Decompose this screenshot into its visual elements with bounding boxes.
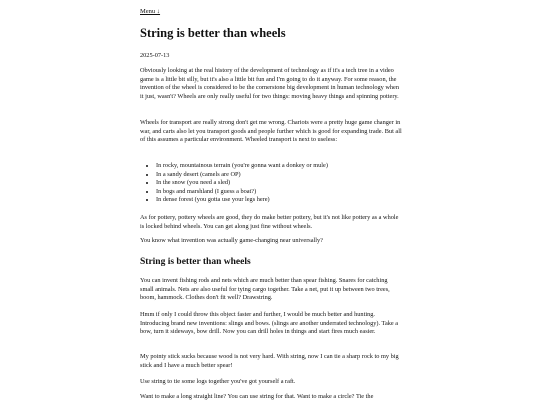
list-item: • In the snow (you need a sled) (156, 179, 418, 188)
paragraph-raft: Use string to tie some logs together you've got yourself a raft. (140, 378, 296, 385)
paragraph-pottery: As for pottery, pottery wheels are good, they do make better pottery, but it's not like pottery as a whole is locked behind wheels. You can get along just fine without wheels. (140, 214, 399, 230)
list-item: • In bogs and marshland (I guess a boat?) (156, 188, 418, 197)
paragraph-spear: My pointy stick sucks because wood is not very hard. With string, now I can tie a sharp rock to my big stick and I have a much better spear! (140, 353, 399, 369)
paragraph-transport: Wheels for transport are really strong don't get me wrong. Chariots were a pretty huge game changer in war, and carts also let you transport goods and people further which is good for expanding trade. But all of this assumes a particular environment. Wheeled transport is next to useless: (140, 119, 402, 143)
section-heading: String is better than wheels (140, 257, 251, 267)
list-item: • In rocky, mountainous terrain (you're gonna want a donkey or mule) (156, 162, 418, 171)
paragraph-intro: Obviously looking at the real history of the development of technology as if it's a tech tree in a video game is a little bit silly, but it's also a little bit fun and I'm going to do it anyway. For some reason, the invention of the wheel is considered to be the cornerstone big development in human technology when it just, wasn't? Wheels are only really useful for two things: moving heavy things and spinning pottery. (140, 67, 399, 100)
paragraph-question: You know what invention was actually game-changing near universally? (140, 237, 323, 244)
useless-terrain-list (140, 162, 418, 205)
paragraph-line: Want to make a long straight line? You can use string for that. Want to make a circle? Tie the (140, 393, 374, 400)
menu-link[interactable]: Menu ↓ (140, 8, 161, 15)
paragraph-fishing: You can invent fishing rods and nets which are much better than spear fishing. Snares for catching small animals. Nets are also useful for tying cargo together. Take a net, put it up between two trees, boom, hammock. Clothes don't fit well? Drawstring. (140, 277, 390, 301)
list-item: • In dense forest (you gotta use your legs here) (156, 196, 418, 205)
paragraph-slings: Hmm if only I could throw this object faster and further, I would be much better and hunting. Introducing brand new inventions: slings and bows. (slings are another underrated technology). Take a bow, turn it sideways, bow drill. Now you can drill holes in things and start fires much easier. (140, 311, 399, 335)
list-item: • In a sandy desert (camels are OP) (156, 171, 418, 180)
post-date: 2025-07-13 (140, 52, 170, 59)
page-title: String is better than wheels (140, 26, 286, 40)
